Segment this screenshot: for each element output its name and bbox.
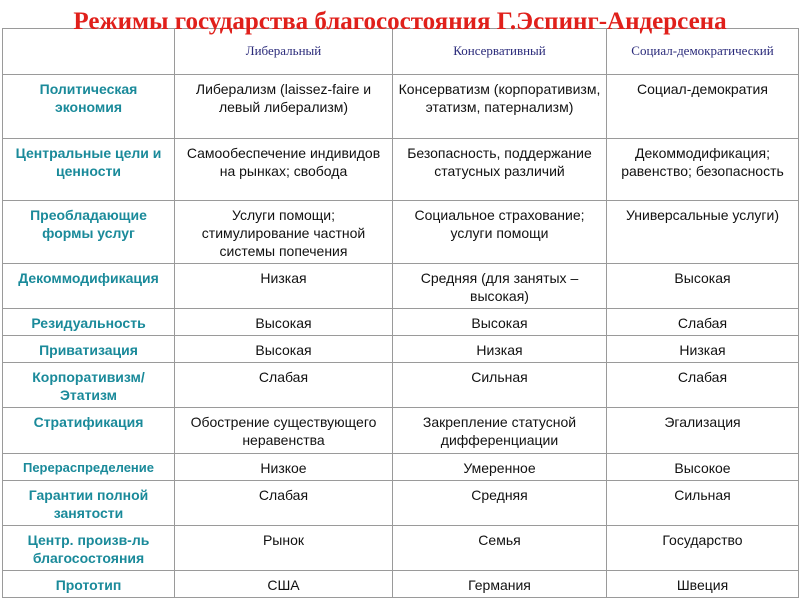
cell-conservative: Средняя <box>393 481 607 526</box>
cell-liberal: Слабая <box>175 481 393 526</box>
row-label: Прототип <box>3 571 175 598</box>
row-label: Центральные цели и ценности <box>3 139 175 201</box>
row-label: Политическая экономия <box>3 75 175 139</box>
cell-conservative: Средняя (для занятых – высокая) <box>393 264 607 309</box>
cell-liberal: Услуги помощи; стимулирование частной системы попечения <box>175 201 393 264</box>
cell-conservative: Закрепление статусной дифференциации <box>393 408 607 454</box>
cell-liberal: Самообеспечение индивидов на рынках; свобода <box>175 139 393 201</box>
cell-conservative: Сильная <box>393 363 607 408</box>
table-row <box>3 139 799 201</box>
cell-liberal: Высокая <box>175 336 393 363</box>
page-title: Режимы государства благосостояния Г.Эспинг-Андерсена <box>73 8 727 35</box>
cell-liberal: США <box>175 571 393 598</box>
row-label: Преобладающие формы услуг <box>3 201 175 264</box>
cell-liberal: Либерализм (laissez-faire и левый либерализм) <box>175 75 393 139</box>
cell-liberal: Низкая <box>175 264 393 309</box>
cell-social-democratic: Универсальные услуги) <box>607 201 799 264</box>
table-row <box>3 264 799 309</box>
row-label: Резидуальность <box>3 309 175 336</box>
cell-social-democratic: Сильная <box>607 481 799 526</box>
cell-social-democratic: Слабая <box>607 309 799 336</box>
cell-liberal: Высокая <box>175 309 393 336</box>
table-row <box>3 363 799 408</box>
row-label: Декоммодификация <box>3 264 175 309</box>
row-label: Стратификация <box>3 408 175 454</box>
cell-social-democratic: Низкая <box>607 336 799 363</box>
cell-liberal: Рынок <box>175 526 393 571</box>
cell-conservative: Безопасность, поддержание статусных различий <box>393 139 607 201</box>
cell-conservative: Высокая <box>393 309 607 336</box>
header-conservative: Консервативный <box>393 29 607 75</box>
cell-social-democratic: Высокое <box>607 454 799 481</box>
header-liberal: Либеральный <box>175 29 393 75</box>
cell-conservative: Консерватизм (корпоративизм, этатизм, патернализм) <box>393 75 607 139</box>
table-row <box>3 336 799 363</box>
cell-social-democratic: Социал-демократия <box>607 75 799 139</box>
table-row <box>3 454 799 481</box>
cell-social-democratic: Швеция <box>607 571 799 598</box>
table-row <box>3 408 799 454</box>
row-label: Центр. произв-ль благосостояния <box>3 526 175 571</box>
cell-social-democratic: Государство <box>607 526 799 571</box>
row-label: Корпоративизм/ Этатизм <box>3 363 175 408</box>
row-label: Перераспределение <box>3 454 175 481</box>
cell-conservative: Умеренное <box>393 454 607 481</box>
cell-liberal: Обострение существующего неравенства <box>175 408 393 454</box>
cell-conservative: Семья <box>393 526 607 571</box>
row-label: Приватизация <box>3 336 175 363</box>
cell-social-democratic: Декоммодификация; равенство; безопасность <box>607 139 799 201</box>
cell-conservative: Низкая <box>393 336 607 363</box>
table-row <box>3 309 799 336</box>
welfare-regimes-table <box>2 28 799 598</box>
table-row <box>3 481 799 526</box>
row-label: Гарантии полной занятости <box>3 481 175 526</box>
header-social-democratic: Социал-демократический <box>607 29 799 75</box>
cell-conservative: Социальное страхование; услуги помощи <box>393 201 607 264</box>
cell-liberal: Слабая <box>175 363 393 408</box>
table-row <box>3 526 799 571</box>
cell-liberal: Низкое <box>175 454 393 481</box>
cell-social-democratic: Эгализация <box>607 408 799 454</box>
table-row <box>3 571 799 598</box>
cell-social-democratic: Слабая <box>607 363 799 408</box>
cell-conservative: Германия <box>393 571 607 598</box>
table-row <box>3 75 799 139</box>
cell-social-democratic: Высокая <box>607 264 799 309</box>
table-row <box>3 201 799 264</box>
